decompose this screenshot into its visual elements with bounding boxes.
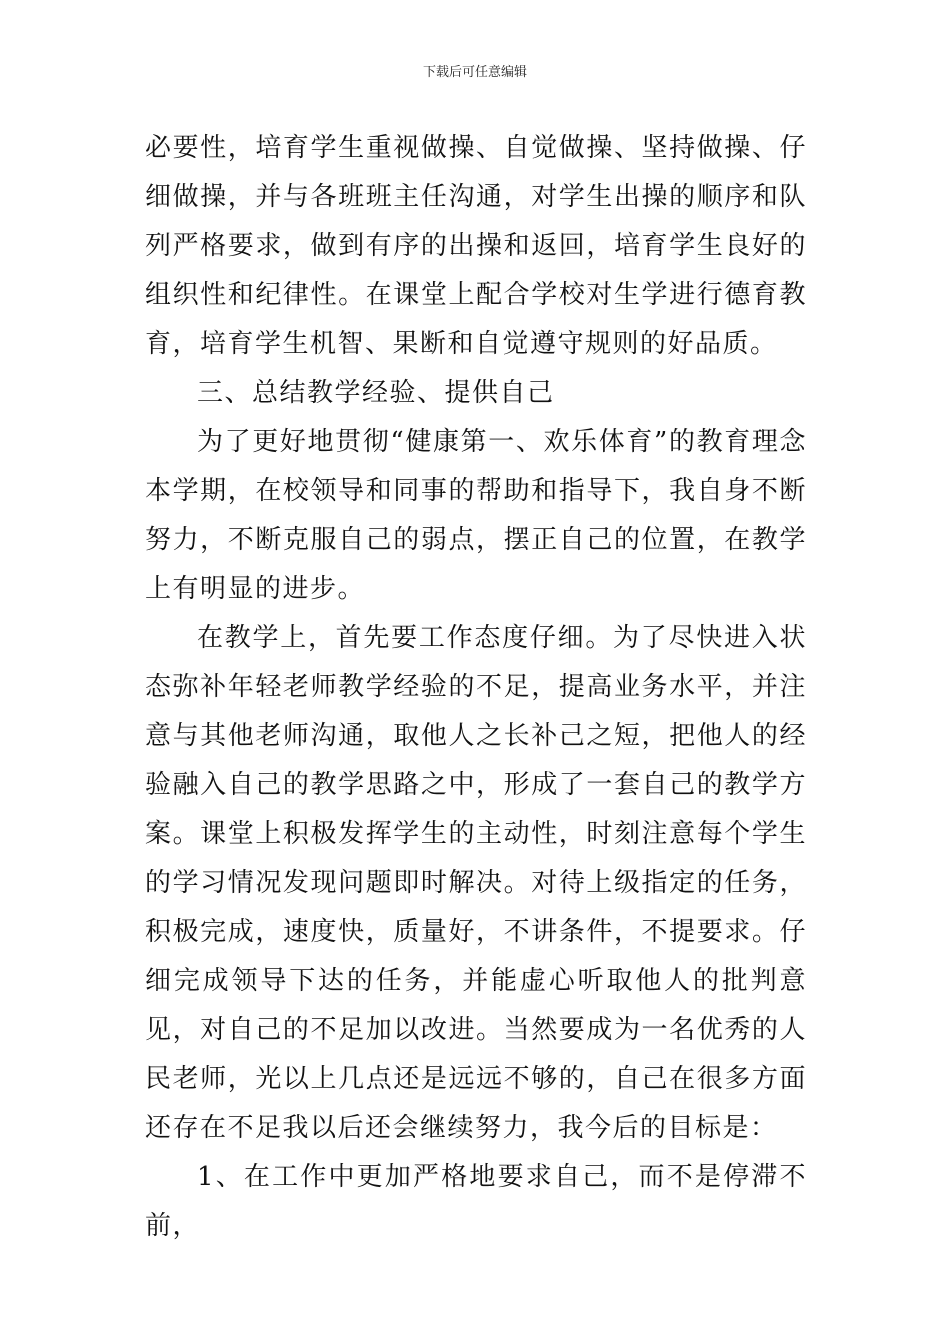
page-header: 下载后可任意编辑 bbox=[422, 65, 527, 80]
paragraph-continuation: 必要性，培育学生重视做操、自觉做操、坚持做操、仔细做操，并与各班班主任沟通，对学生出操的顺序和队列严格要求，做到有序的出操和返回，培育学生良好的组织性和纪律性。在课堂上配合学校对生学进行德育教育，培育学生机智、果断和自觉遵守规则的好品质。 bbox=[145, 133, 807, 359]
list-item: 1、在工作中更加严格地要求自己，而不是停滞不前， bbox=[145, 1162, 807, 1241]
section-heading: 三、总结教学经验、提供自己 bbox=[197, 378, 555, 408]
paragraph: 在教学上，首先要工作态度仔细。为了尽快进入状态弥补年轻老师教学经验的不足，提高业务水平，并注意与其他老师沟通，取他人之长补己之短，把他人的经验融入自己的教学思路之中，形成了一套自己的教学方案。课堂上积极发挥学生的主动性，时刻注意每个学生的学习情况发现问题即时解决。对待上级指定的任务，积极完成，速度快，质量好，不讲条件，不提要求。仔细完成领导下达的任务，并能虚心听取他人的批判意见，对自己的不足加以改进。当然要成为一名优秀的人民老师，光以上几点还是远远不够的，自己在很多方面还存在不足我以后还会继续努力，我今后的目标是： bbox=[145, 623, 807, 1143]
document-body bbox=[145, 124, 807, 1251]
paragraph: 为了更好地贯彻“健康第一、欢乐体育”的教育理念本学期，在校领导和同事的帮助和指导下，我自身不断努力，不断克服自己的弱点，摆正自己的位置，在教学上有明显的进步。 bbox=[145, 427, 807, 604]
